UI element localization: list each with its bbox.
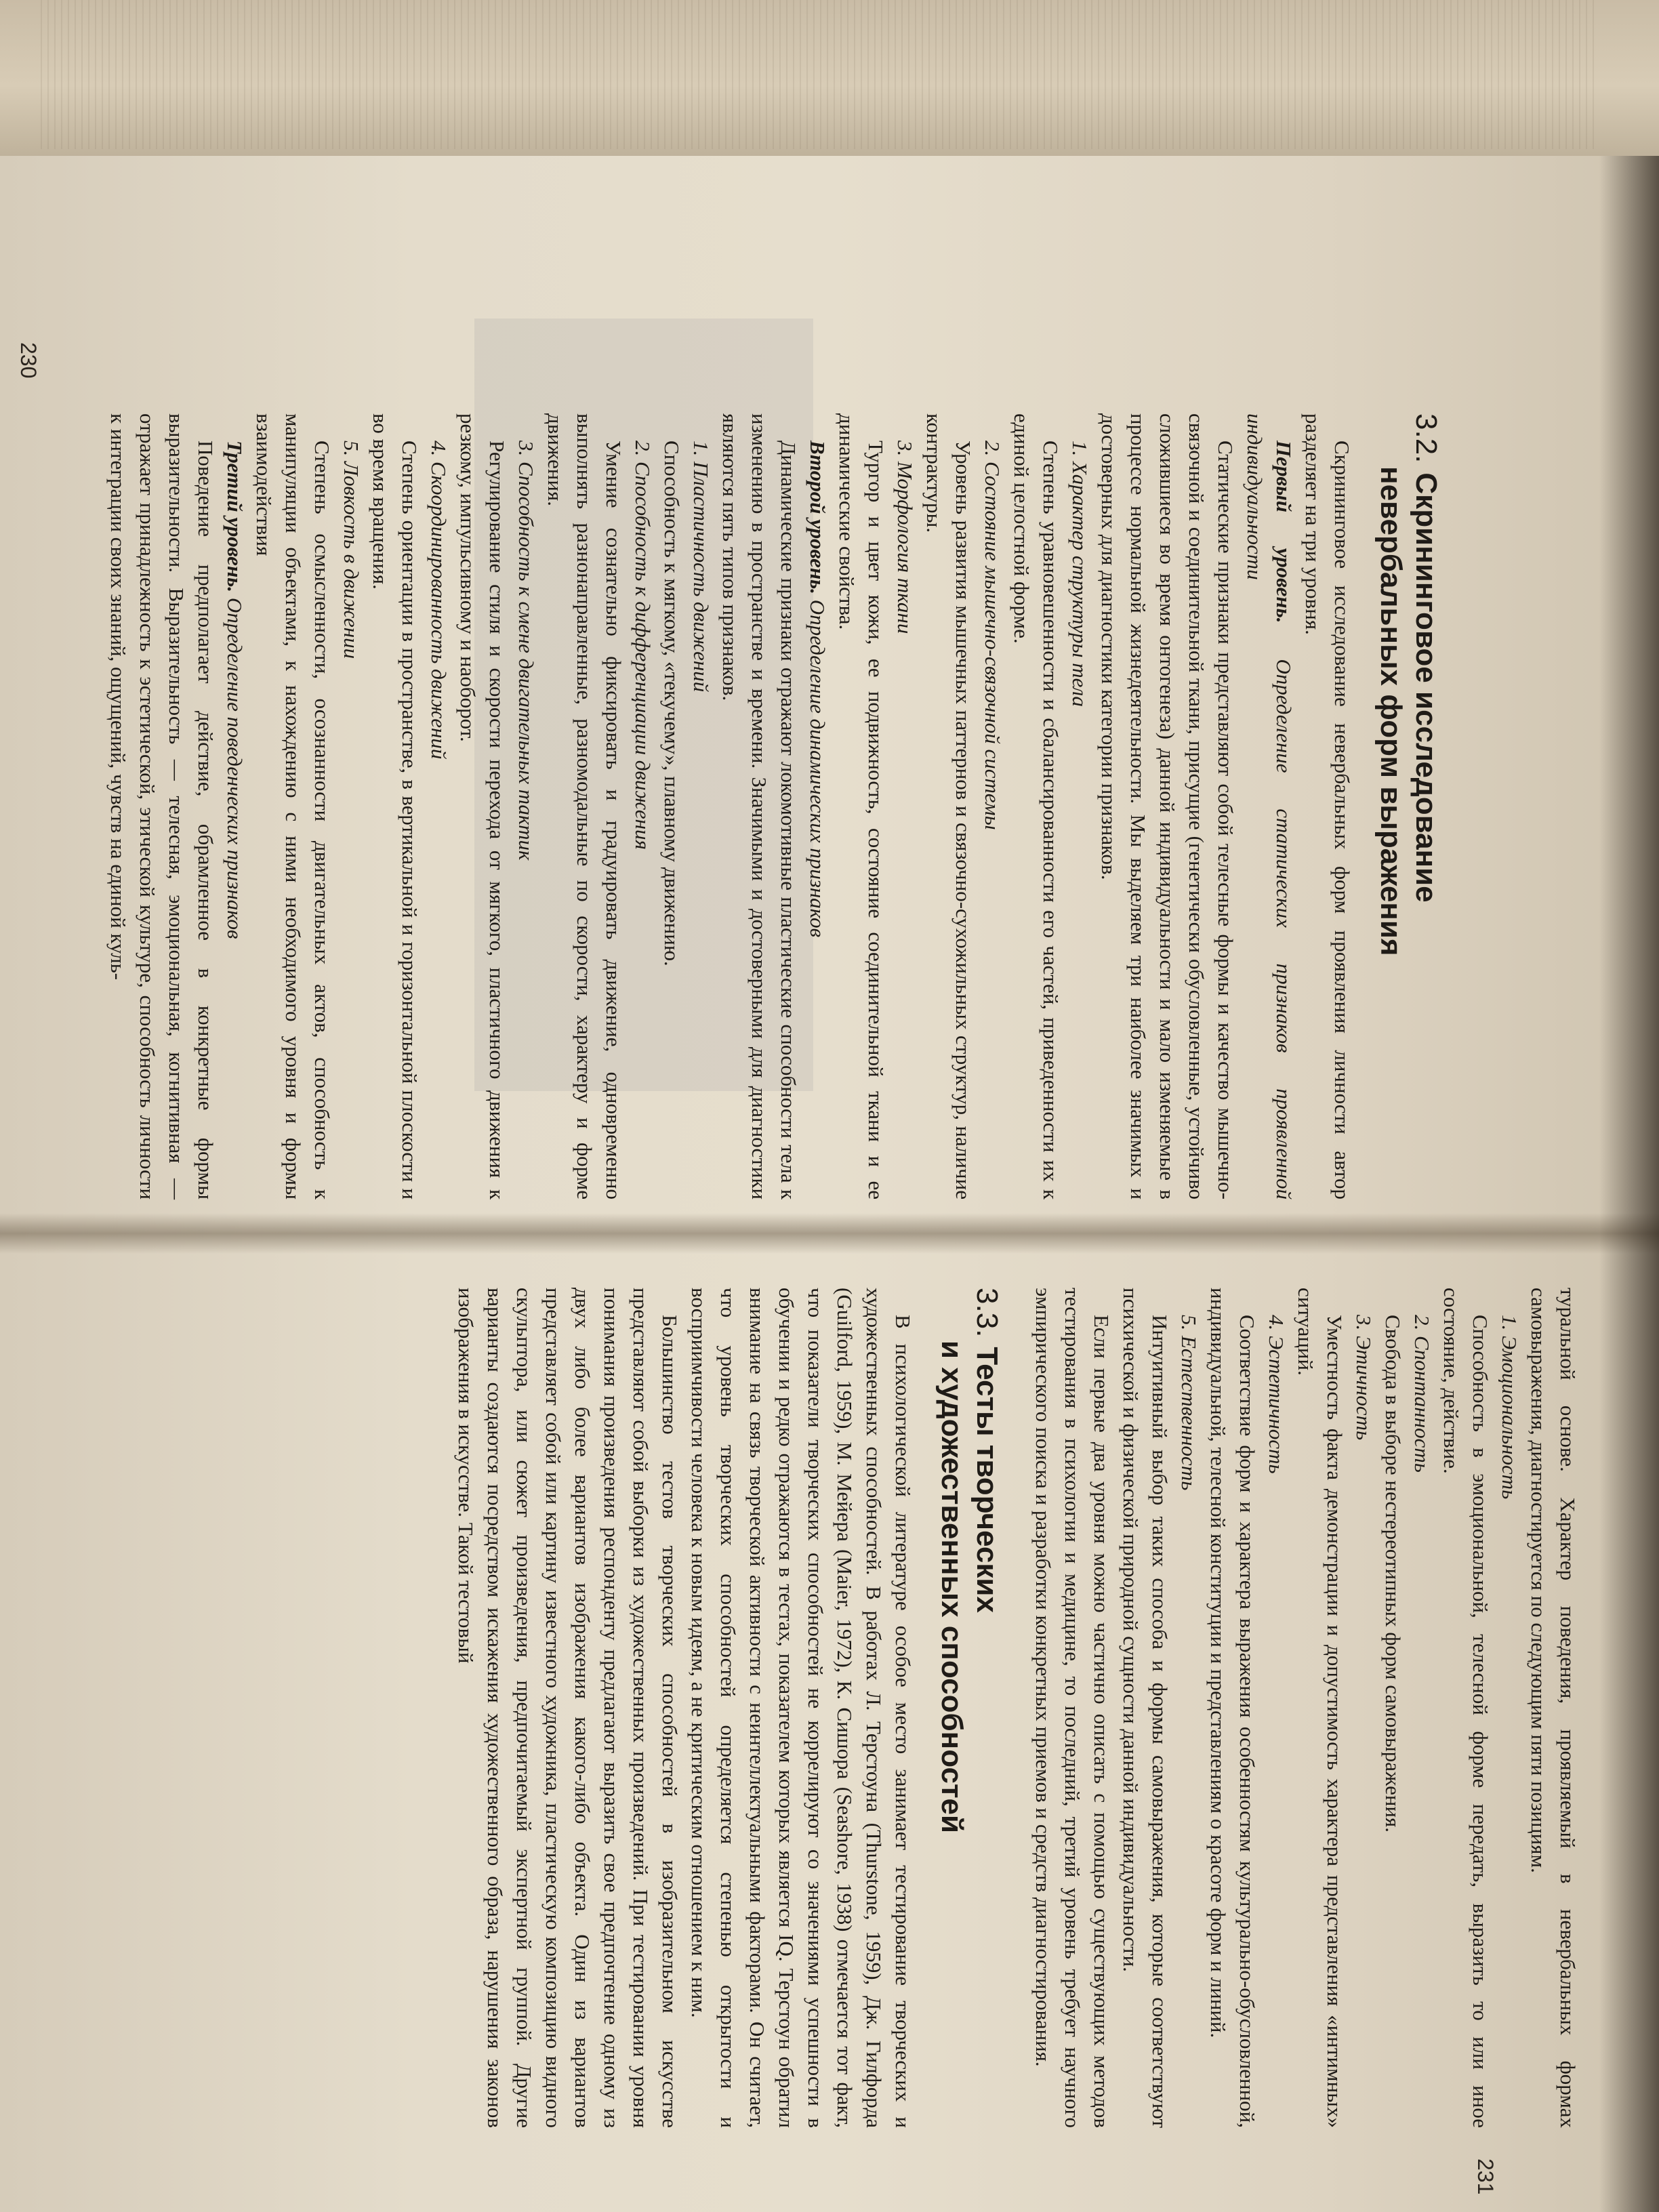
- section-number: 3.2.: [1410, 413, 1443, 464]
- item1-2-text: Уровень развития мышечных паттернов и связочно-сухожильных структур, наличие контрактуры.: [922, 413, 975, 1200]
- item2-2: 2. Способность к дифференциации движения: [631, 441, 655, 850]
- item2-3: 3. Способность к смене двигательных тактик: [514, 441, 538, 861]
- item1-1-text: Степень уравновешенности и сбалансированности его частей, приведенности их к единой целостной форме.: [1010, 413, 1063, 1200]
- item3-5-text: Интуитивный выбор таких способа и формы самовыражения, которые соответствуют психической и физической природной сущности данной индивидуальности.: [1119, 1288, 1172, 2128]
- page-number-231: 231: [1473, 2158, 1498, 2195]
- item3-2: 2. Спонтанность: [1410, 1315, 1434, 1473]
- item3-4-text: Соответствие форм и характера выражения особенностям культурально-обусловленной, индивидуальной, телесной конституции и представлениям о красоте форм и линий.: [1206, 1288, 1259, 2128]
- item3-5: 5. Естественность: [1177, 1315, 1201, 1491]
- level1-label: Первый уровень.: [1272, 441, 1296, 623]
- item1-3: 3. Морфология ткани: [893, 441, 917, 634]
- item3-4: 4. Эстетичность: [1265, 1315, 1288, 1474]
- section-title-3-2: [1373, 413, 1443, 1200]
- item3-1: 1. Эмоциональность: [1498, 1315, 1521, 1500]
- paragraph-2: Большинство тестов творческих способностей в изобразительном искусстве представляют собой выборки из художественных произведений. При тестировании уровня понимания произведения респонденту предлагают выразить свое предпочтение одному из двух либо более вариантов изображения какого-либо объекта. Один из вариантов представляет собой или картину известного художника, пластическую композицию видного скульптора, или сюжет произведения, предпочитаемый экспертной группой. Другие варианты создаются посредством искажения художественного образа, нарушения законов изображения в искусстве. Такой тестовый: [454, 1288, 682, 2128]
- level2-heading: Определение динамических признаков: [806, 599, 830, 938]
- item2-5: 5. Ловкость в движении: [340, 441, 363, 659]
- level1-heading: Определение статических признаков проявленной индивидуальности: [1243, 413, 1296, 1200]
- section-number: 3.3.: [970, 1288, 1004, 1338]
- level3-heading: Определение поведенческих признаков: [223, 597, 247, 939]
- item3-1-text: Способность в эмоциональной, телесной форме передать, выразить то или иное состояние, действие.: [1439, 1288, 1492, 2128]
- section-title-line2: невербальных форм выражения: [1374, 466, 1408, 956]
- level1-text: Статические признаки представляют собой телесные формы и качество мышечно-связочной и соединительной ткани, присущие (генетически обусловленные, устойчиво сложившиеся во время онтогенеза) данной индивидуальности и мало изменяемые в процессе нормальной жизнедеятельности. Мы выделяем три наиболее значимых и достоверных для диагностики категории признаков.: [1097, 413, 1237, 1200]
- page-stack-lines: [41, 0, 1599, 149]
- level3-label: Третий уровень.: [223, 441, 247, 593]
- item3-3: 3. Этичность: [1352, 1315, 1376, 1441]
- item2-1: 1. Пластичность движений: [689, 441, 713, 693]
- section-title-line1: Скрининговое исследование: [1410, 472, 1443, 903]
- item2-5-text: Степень осмысленности, осознанности двигательных актов, способность к манипуляции объектами, к нахождению с ними необходимого уровня и формы взаимодействия: [252, 413, 334, 1200]
- page-number-230: 230: [16, 342, 41, 379]
- book-edge-shadow: [1599, 156, 1659, 2212]
- summary-text: Если первые два уровня можно частично описать с помощью существующих методов тестирования в психологии и медицине, то последний, третий уровень требует научного эмпирического поиска и разработки конкретных приемов и средств диагностирования.: [1031, 1288, 1113, 2128]
- item1-2: 2. Состояние мышечно-связочной системы: [981, 441, 1004, 830]
- level2-label: Второй уровень.: [806, 441, 830, 594]
- item3-2-text: Свобода в выборе нестереотипных форм самовыражения.: [1381, 1315, 1405, 1833]
- level2-text: Динамические признаки отражают локомотивные пластические способности тела к изменению в пространстве и времени. Значимыми и достоверными для диагностики являются пять типов признаков.: [718, 413, 800, 1200]
- level3-text: Поведение предполагает действие, обрамленное в конкретные формы выразительности. Выразительность — телесная, эмоциональная, когнитивная — отражает принадлежность к эстетической, этической культуре, способность личности к интеграции своих знаний, ощущений, чувств на единой куль-: [106, 413, 218, 1200]
- item2-2-text: Умение сознательно фиксировать и градуировать движение, одновременно выполнять разнонаправленные, разномодальные по скорости, характеру и форме движения.: [544, 413, 626, 1200]
- section-title-3-3: [934, 1288, 1004, 2128]
- intro-paragraph: Скрининговое исследование невербальных форм проявления личности автор разделяет на три уровня.: [1301, 413, 1354, 1200]
- item2-1-text: Способность к мягкому, «текучему», плавному движению.: [660, 441, 684, 966]
- continuation-text: туральной основе. Характер поведения, проявляемый в невербальных формах самовыражения, диагностируется по следующим пяти позициям.: [1527, 1288, 1580, 2128]
- item1-1: 1. Характер структуры тела: [1068, 441, 1092, 707]
- page-231: [451, 1288, 1582, 2128]
- book-gutter: [0, 1213, 1659, 1254]
- paragraph-1: В психологической литературе особое место занимает тестирование творческих и художественных способностей. В работах Л. Терстоуна (Thurstone, 1959), Дж. Гилфорда (Guilford, 1959), М. Мейера (Maier, 1972), К. Сишора (Seashore, 1938) отмечается тот факт, что показатели творческих способностей не коррелируют со значениями успешности в обучении и редко отражаются в тестах, показателем которых является IQ. Терстоун обратил внимание на связь творческой активности с неинтеллектуальными факторами. Он считает, что уровень творческих способностей определяется степенью открытости и восприимчивости человека к новым идеям, а не критическим отношением к ним.: [687, 1288, 915, 2128]
- item2-3-text: Регулирование стиля и скорости перехода от мягкого, пластичного движения к резкому, импульсивному и наоборот.: [456, 413, 509, 1200]
- page-230: [104, 413, 1443, 1200]
- item3-3-text: Уместность факта демонстрации и допустимость характера представления «интимных» ситуаций.: [1294, 1288, 1347, 2128]
- item1-3-text: Тургор и цвет кожи, ее подвижность, состояние соединительной ткани и ее динамические свойства.: [835, 413, 888, 1200]
- item2-4: 4. Скоординированность движений: [427, 441, 451, 760]
- item2-4-text: Степень ориентации в пространстве, в вертикальной и горизонтальной плоскости и во время вращения.: [369, 413, 422, 1200]
- section-title-line2: и художественных способностей: [935, 1340, 968, 1834]
- section-title-line1: Тесты творческих: [970, 1347, 1004, 1613]
